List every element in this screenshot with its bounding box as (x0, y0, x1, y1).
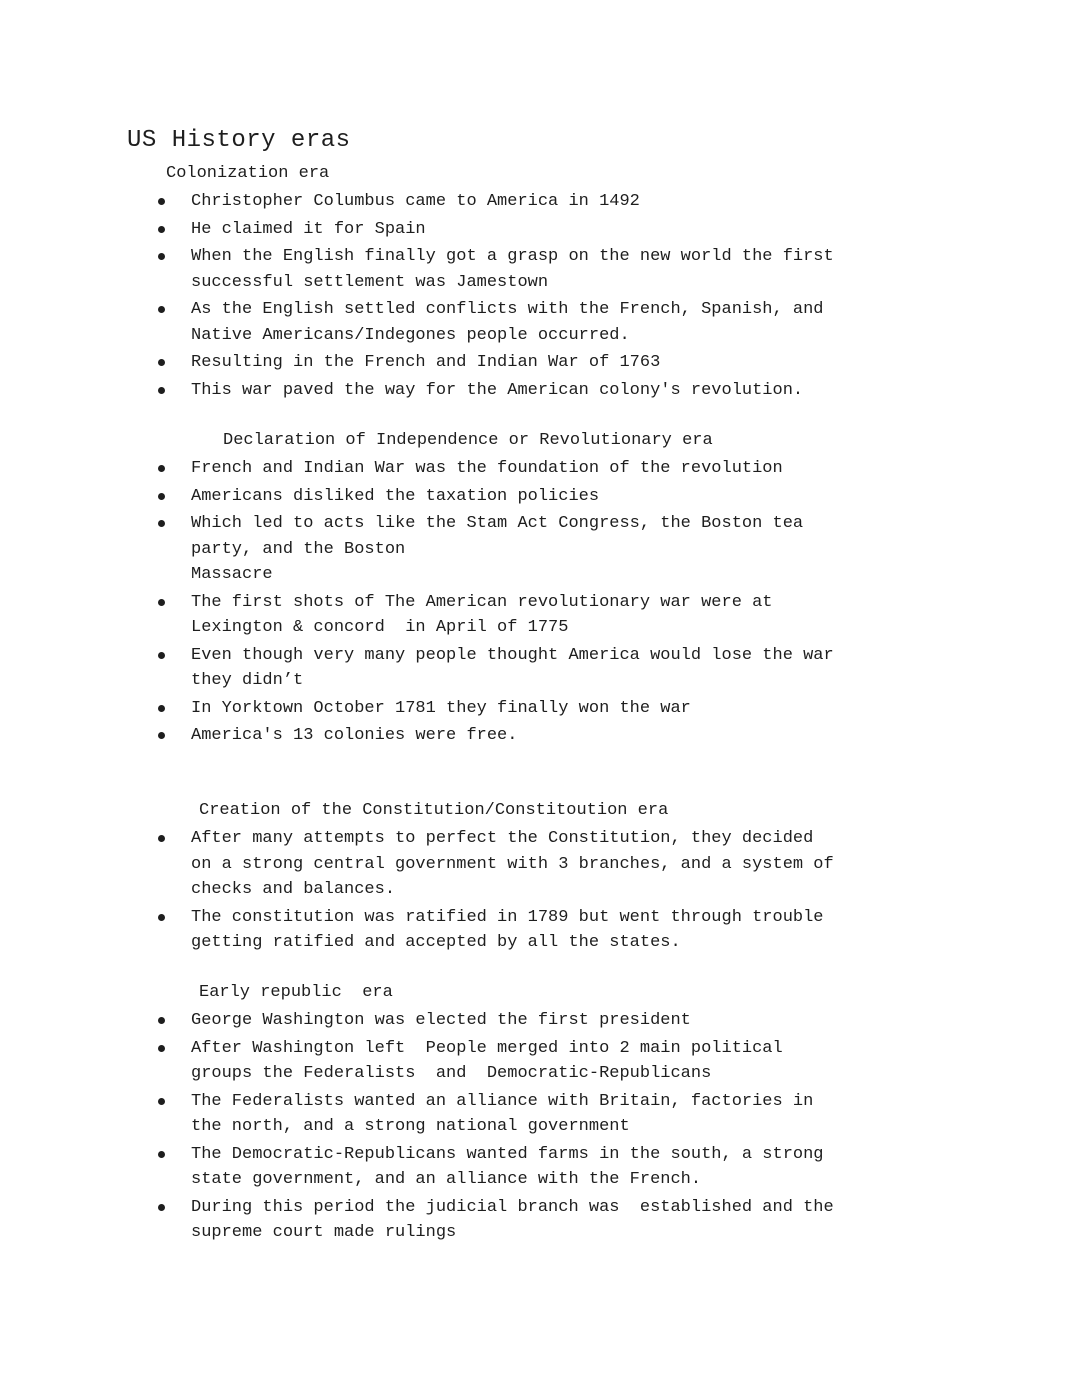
list-item: After Washington left People merged into 2 main political groups the Federalists and Democratic-Republicans (0, 1036, 951, 1087)
page-title: US History eras (127, 127, 351, 154)
list-item: Which led to acts like the Stam Act Congress, the Boston tea party, and the Boston Massacre (0, 511, 951, 588)
list-item: Christopher Columbus came to America in 1492 (0, 189, 951, 215)
list-item: The Federalists wanted an alliance with Britain, factories in the north, and a strong national government (0, 1089, 951, 1140)
bullet-icon (158, 914, 165, 921)
bullet-icon (158, 1045, 165, 1052)
list-item: The first shots of The American revolutionary war were at Lexington & concord in April of 1775 (0, 590, 951, 641)
list-item: After many attempts to perfect the Constitution, they decided on a strong central government with 3 branches, and a system of checks and balances. (0, 826, 951, 903)
list-item: During this period the judicial branch was established and the supreme court made rulings (0, 1195, 951, 1246)
bullet-icon (158, 465, 165, 472)
list-item: Resulting in the French and Indian War of 1763 (0, 350, 951, 376)
bullet-icon (158, 835, 165, 842)
list-item: As the English settled conflicts with the French, Spanish, and Native Americans/Indegones people occurred. (0, 297, 951, 348)
list-item: Even though very many people thought America would lose the war they didn’t (0, 643, 951, 694)
list-item: This war paved the way for the American colony's revolution. (0, 378, 951, 404)
list-item: In Yorktown October 1781 they finally won the war (0, 696, 951, 722)
bullet-icon (158, 652, 165, 659)
section-heading: Early republic era (199, 983, 393, 1002)
bullet-list (0, 1008, 1080, 1248)
bullet-icon (158, 705, 165, 712)
list-item: The constitution was ratified in 1789 but went through trouble getting ratified and accepted by all the states. (0, 905, 951, 956)
bullet-icon (158, 1151, 165, 1158)
list-item: America's 13 colonies were free. (0, 723, 951, 749)
bullet-list (0, 456, 1080, 751)
bullet-icon (158, 1098, 165, 1105)
bullet-icon (158, 359, 165, 366)
bullet-icon (158, 198, 165, 205)
list-item: George Washington was elected the first president (0, 1008, 951, 1034)
bullet-icon (158, 226, 165, 233)
list-item: Americans disliked the taxation policies (0, 484, 951, 510)
bullet-list (0, 826, 1080, 958)
bullet-icon (158, 253, 165, 260)
bullet-icon (158, 1204, 165, 1211)
bullet-list (0, 189, 1080, 405)
bullet-icon (158, 493, 165, 500)
bullet-icon (158, 1017, 165, 1024)
bullet-icon (158, 387, 165, 394)
bullet-icon (158, 732, 165, 739)
bullet-icon (158, 599, 165, 606)
list-item: When the English finally got a grasp on the new world the first successful settlement was Jamestown (0, 244, 951, 295)
list-item: The Democratic-Republicans wanted farms in the south, a strong state government, and an alliance with the French. (0, 1142, 951, 1193)
list-item: He claimed it for Spain (0, 217, 951, 243)
bullet-icon (158, 306, 165, 313)
section-heading: Colonization era (166, 164, 330, 183)
bullet-icon (158, 520, 165, 527)
section-heading: Creation of the Constitution/Constitoution era (199, 801, 669, 820)
list-item: French and Indian War was the foundation of the revolution (0, 456, 951, 482)
section-heading: Declaration of Independence or Revolutionary era (223, 431, 713, 450)
